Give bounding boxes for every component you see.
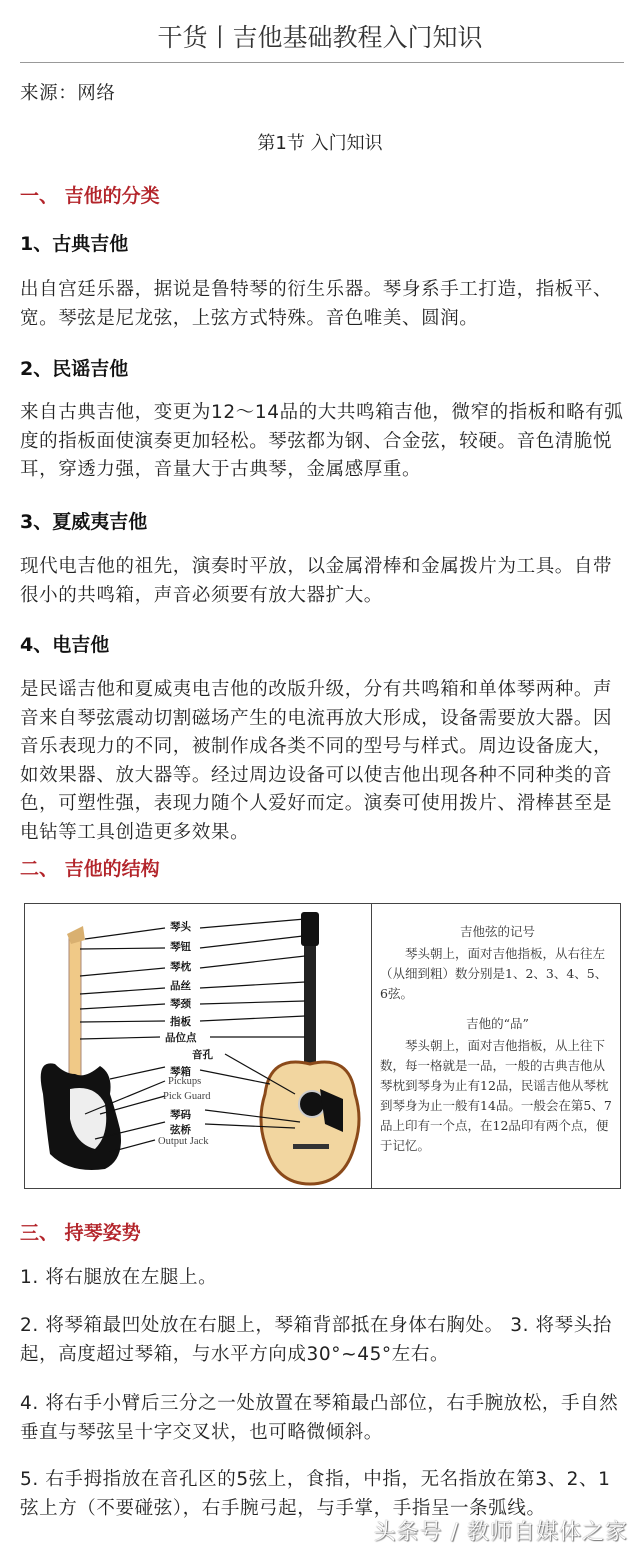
figure-divider bbox=[371, 904, 372, 1188]
item-heading: 1、古典吉他 bbox=[20, 233, 129, 255]
label-pick-guard: Pick Guard bbox=[163, 1091, 211, 1102]
item-heading: 4、电吉他 bbox=[20, 634, 110, 656]
label-fingerboard: 指板 bbox=[170, 1016, 191, 1028]
item-text: 是民谣吉他和夏威夷电吉他的改版升级，分有共鸣箱和单体琴两种。声音来自琴弦震动切割磁场产生的电流再放大形成，设备需要放大器。因音乐表现力的不同，被制作成各类不同的型号与样式。周边设备庞大，如效果器、放大器等。经过周边设备可以使吉他出现各种不同种类的音色，可塑性强，表现力随个人爱好而定。演奏可使用拨片、滑棒甚至是电钻等工具创造更多效果。 bbox=[20, 679, 613, 843]
watermark: 头条号 / 教师自媒体之家 bbox=[373, 1520, 628, 1545]
part3-heading: 三、 持琴姿势 bbox=[20, 1222, 141, 1244]
title-divider bbox=[20, 62, 624, 63]
step-item: 2. 将琴箱最凹处放在右腿上，琴箱背部抵在身体右胸处。 3. 将琴头抬起，高度超过琴箱，与水平方向成30°~45°左右。 bbox=[20, 1315, 612, 1365]
item-text: 来自古典吉他，变更为12～14品的大共鸣箱吉他，微窄的指板和略有弧度的指板面使演奏更加轻松。琴弦都为钢、合金弦，较硬。音色清脆悦耳，穿透力强，音量大于古典琴，金属感厚重。 bbox=[20, 402, 624, 480]
part2-heading: 二、 吉他的结构 bbox=[20, 858, 160, 880]
label-neck: 琴颈 bbox=[170, 998, 191, 1010]
label-body: 琴箱 bbox=[170, 1066, 191, 1078]
electric-guitar-icon bbox=[41, 926, 121, 1170]
source-line: 来源：网络 bbox=[20, 83, 116, 104]
acoustic-guitar-icon bbox=[261, 912, 359, 1184]
part1-heading: 一、 吉他的分类 bbox=[20, 185, 160, 207]
item-heading: 3、夏威夷吉他 bbox=[20, 511, 148, 533]
label-fret: 品丝 bbox=[170, 980, 191, 992]
step-item: 4. 将右手小臂后三分之一处放置在琴箱最凸部位，右手腕放松，手自然垂直与琴弦呈十字交叉状，也可略微倾斜。 bbox=[20, 1393, 619, 1443]
guitar-structure-figure bbox=[24, 903, 621, 1189]
label-fret-marker: 品位点 bbox=[165, 1032, 197, 1044]
label-saddle: 琴码 bbox=[170, 1109, 191, 1121]
label-nut: 琴枕 bbox=[170, 961, 191, 973]
figure-notes bbox=[380, 916, 615, 1166]
item-text: 现代电吉他的祖先，演奏时平放，以金属滑棒和金属拨片为工具。自带很小的共鸣箱，声音必须要有放大器扩大。 bbox=[20, 556, 613, 606]
label-pickups: Pickups bbox=[168, 1076, 202, 1087]
notes-heading-frets: 吉他的“品” bbox=[466, 1016, 529, 1031]
label-bridge: 弦桥 bbox=[170, 1124, 191, 1136]
label-tuner: 琴钮 bbox=[170, 941, 191, 953]
article-title: 干货丨吉他基础教程入门知识 bbox=[157, 23, 483, 52]
notes-text-frets: 琴头朝上，面对吉他指板，从上往下数，每一格就是一品，一般的古典吉他从琴枕到琴身为止有12品，民谣吉他从琴枕到琴身为止一般有14品。一般会在第5、7品上印有一个点，在12品印有两个点，便于记忆。 bbox=[380, 1038, 612, 1153]
step-item: 1. 将右腿放在左腿上。 bbox=[20, 1267, 218, 1288]
label-output-jack: Output Jack bbox=[158, 1136, 209, 1147]
section-title: 第1节 入门知识 bbox=[257, 133, 383, 154]
step-item: 5. 右手拇指放在音孔区的5弦上，食指，中指，无名指放在第3、2、1弦上方（不要碰弦），右手腕弓起，与手掌，手指呈一条弧线。 bbox=[20, 1469, 611, 1519]
notes-text-strings: 琴头朝上，面对吉他指板，从右往左（从细到粗）数分别是1、2、3、4、5、6弦。 bbox=[380, 946, 608, 1001]
label-headstock: 琴头 bbox=[170, 921, 191, 933]
notes-heading-strings: 吉他弦的记号 bbox=[459, 924, 535, 939]
item-heading: 2、民谣吉他 bbox=[20, 358, 129, 380]
item-text: 出自宫廷乐器，据说是鲁特琴的衍生乐器。琴身系手工打造，指板平、宽。琴弦是尼龙弦，上弦方式特殊。音色唯美、圆润。 bbox=[20, 279, 613, 329]
label-soundhole: 音孔 bbox=[192, 1049, 213, 1061]
